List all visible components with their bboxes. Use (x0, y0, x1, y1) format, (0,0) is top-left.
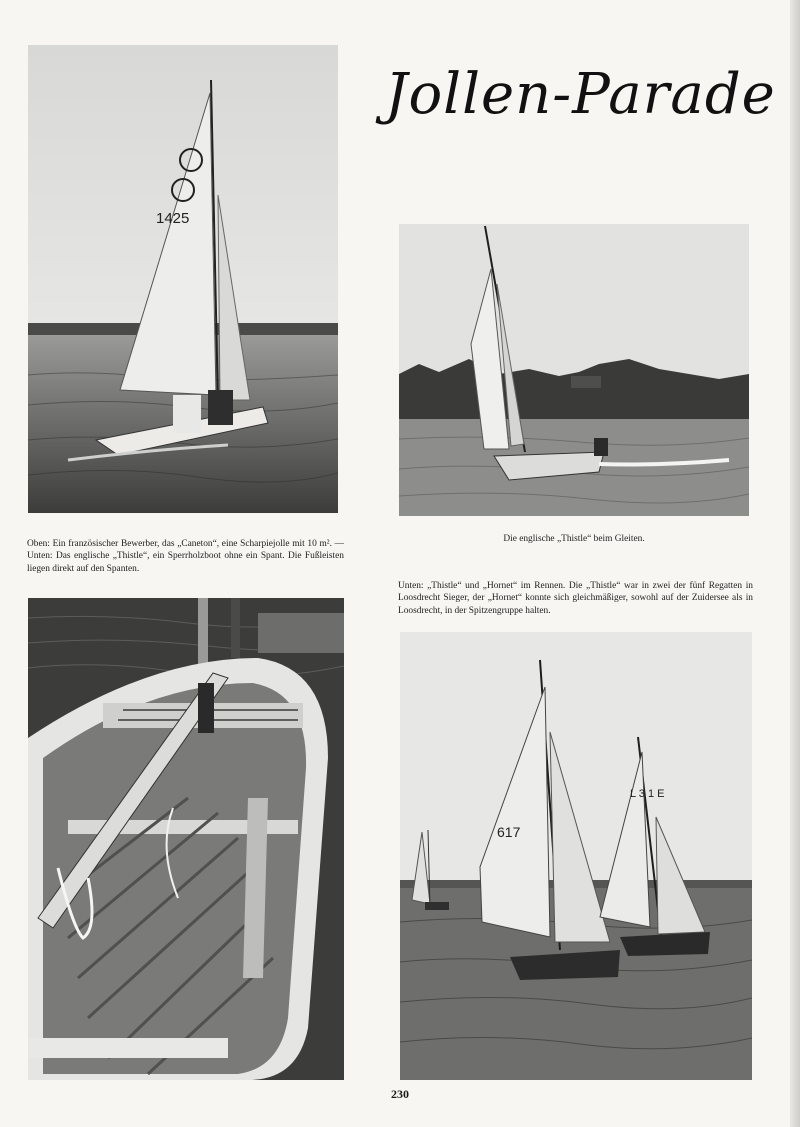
photo-thistle-planing (399, 224, 749, 516)
photo-caneton-sailing (28, 45, 338, 513)
caption-caneton-thistle: Oben: Ein französischer Bewerber, das „Caneton“, eine Scharpiejolle mit 10 m². — Unten: Das englische „Thistle“, ein Sperrholzboot ohne ein Spant. Die Fußleisten liegen direkt auf den Spanten. (27, 539, 344, 574)
caption-thistle-planing: Die englische „Thistle“ beim Gleiten. (503, 534, 645, 544)
sail-number-caneton: 1425 (156, 210, 190, 227)
sail-number-hornet: L 3 1 E (630, 788, 665, 800)
sail-number-thistle: 617 (497, 824, 521, 840)
caption-thistle-hornet-race: Unten: „Thistle“ und „Hornet“ im Rennen. Die „Thistle“ war in zwei der fünf Regatten in Loosdrecht Sieger, der „Hornet“ konnte sich gleichmäßiger, sowohl auf der Zuidersee als in Loosdrecht, in der Spitzengruppe halten. (398, 581, 753, 616)
page-heading: Jollen-Parade (385, 62, 776, 127)
page-edge-shadow (790, 0, 800, 1127)
photo-dinghy-interior (28, 598, 344, 1080)
photo-thistle-hornet-race (400, 632, 752, 1080)
page-number: 230 (391, 1087, 409, 1101)
